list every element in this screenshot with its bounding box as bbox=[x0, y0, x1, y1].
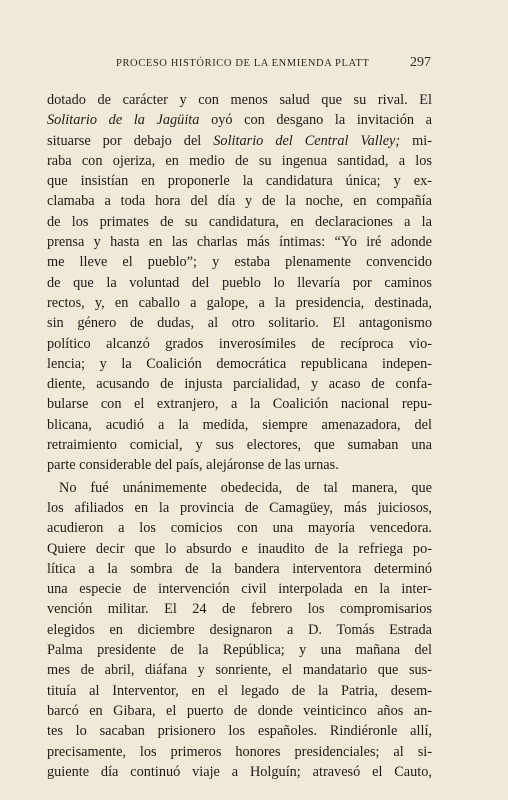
text-line: los afiliados en la provincia de Camagüey, más juiciosos, bbox=[47, 499, 432, 516]
text-line: barcó en Gibara, el puerto de donde veinticinco años an- bbox=[47, 702, 432, 719]
text-line: diente, acusando de injusta parcialidad, y acaso de confa- bbox=[47, 376, 432, 393]
text-line: lencia; y la Coalición democrática republicana indepen- bbox=[47, 355, 432, 372]
text-line: No fué unánimemente obedecida, de tal manera, que bbox=[59, 479, 432, 496]
text-line: tituía al Interventor, en el legado de la Patria, desem- bbox=[47, 682, 432, 699]
text-line: sin género de dudas, al otro solitario. El antagonismo bbox=[47, 315, 432, 332]
text-line: dotado de carácter y con menos salud que su rival. El bbox=[47, 92, 432, 108]
running-head: PROCESO HISTÓRICO DE LA ENMIENDA PLATT bbox=[116, 58, 370, 69]
paragraph-2 bbox=[47, 478, 432, 782]
text-line: tes lo sacaban prisionero los españoles. Rindiéronle allí, bbox=[47, 723, 432, 740]
text-line: guiente día continuó viaje a Holguín; atravesó el Cauto, bbox=[47, 763, 432, 780]
text-line: que insistían en proponerle la candidatura única; y ex- bbox=[47, 173, 432, 190]
text-line: una especie de intervención civil interpolada en la inter- bbox=[47, 581, 432, 598]
text-line: de los primates de su candidatura, en declaraciones a la bbox=[47, 213, 432, 230]
text-line: Palma presidente de la República; y una mañana del bbox=[47, 642, 432, 659]
text-line: lítica a la sombra de la bandera interventora determinó bbox=[47, 560, 432, 577]
text-line: de que la voluntad del pueblo lo llevaría por caminos bbox=[47, 274, 432, 291]
page-number: 297 bbox=[410, 55, 431, 70]
text-line: acudieron a los comicios con una mayoría vencedora. bbox=[47, 520, 432, 537]
text-line: me lleve el pueblo”; y estaba plenamente convencido bbox=[47, 254, 432, 271]
text-line: político alcanzó grados inverosímiles de recíproca vio- bbox=[47, 335, 432, 352]
text-line: Solitario de la Jagüita oyó con desgano la invitación a bbox=[47, 112, 432, 129]
text-line: raba con ojeriza, en medio de su ingenua santidad, a los bbox=[47, 152, 432, 169]
paragraph-1 bbox=[47, 90, 432, 476]
body-text bbox=[47, 90, 432, 782]
text-line: parte considerable del país, alejáronse de las urnas. bbox=[47, 457, 339, 474]
text-line: precisamente, los primeros honores presidenciales; al si- bbox=[47, 743, 432, 760]
text-line: rectos, y, en caballo a galope, a la presidencia, destinada, bbox=[47, 294, 432, 311]
text-line: clamaba a toda hora del día y de la noche, en compañía bbox=[47, 193, 432, 210]
text-line: mes de abril, diáfana y sonriente, el mandatario que sus- bbox=[47, 662, 432, 679]
text-line: vención militar. El 24 de febrero los compromisarios bbox=[47, 601, 432, 618]
text-line: bularse con el extranjero, a la Coalición nacional repu- bbox=[47, 396, 432, 413]
text-line: blicana, acudió a la medida, siempre amenazadora, del bbox=[47, 416, 432, 433]
text-line: elegidos en diciembre designaron a D. Tomás Estrada bbox=[47, 621, 432, 638]
text-line: Quiere decir que lo absurdo e inaudito de la refriega po- bbox=[47, 540, 432, 557]
text-line: situarse por debajo del Solitario del Central Valley; mi- bbox=[47, 132, 433, 149]
text-line: retraimiento comicial, y sus electores, que sumaban una bbox=[47, 437, 432, 454]
text-line: prensa y hasta en las charlas más íntimas: “Yo iré adonde bbox=[47, 234, 432, 251]
